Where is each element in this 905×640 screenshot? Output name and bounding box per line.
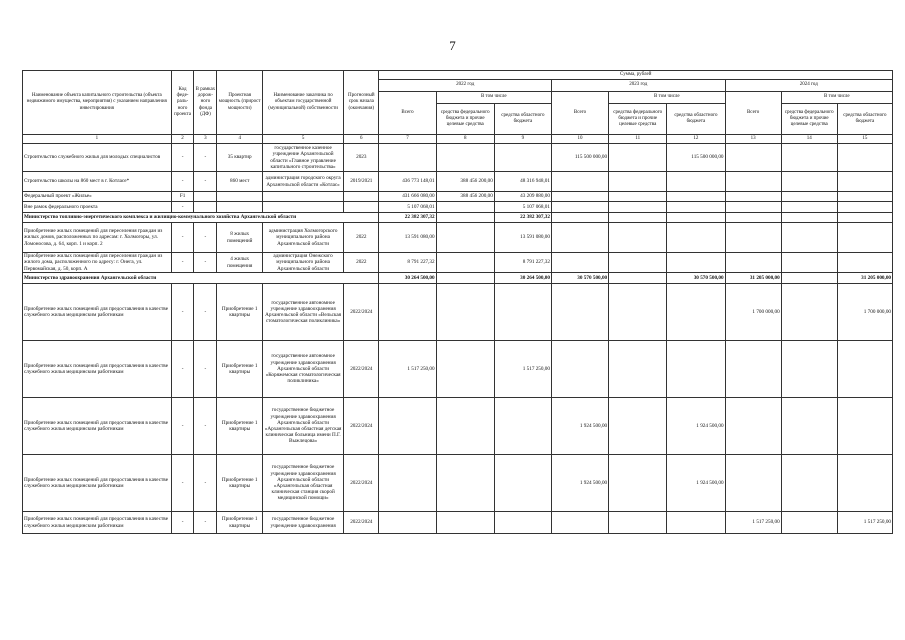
period: 2023 xyxy=(344,144,379,172)
amount-cell: 1 924 500,00 xyxy=(667,398,725,455)
amount-cell xyxy=(494,455,551,512)
column-number: 15 xyxy=(837,135,892,144)
header-capacity: Проектная мощность (прирост мощности) xyxy=(217,71,263,135)
amount-cell xyxy=(837,202,892,213)
amount-cell xyxy=(609,398,667,455)
road-fund: - xyxy=(194,341,217,398)
object-name: Приобретение жилых помещений для переселения граждан из жилого дома, расположенного по адресу: г. Онега, ул. Первомайская, д. 50, корп. А xyxy=(23,253,172,273)
project-code: - xyxy=(171,144,194,172)
header-including: В том числе xyxy=(436,92,551,104)
amount-cell: 1 517 250,00 xyxy=(379,341,436,398)
amount-cell xyxy=(609,223,667,253)
investment-table xyxy=(22,70,893,534)
column-number: 9 xyxy=(494,135,551,144)
header-total: Всего xyxy=(551,92,608,135)
amount-cell xyxy=(436,284,494,341)
column-number: 7 xyxy=(379,135,436,144)
object-name: Приобретение жилых помещений для предоставления в качестве служебного жилья медицинским работникам xyxy=(23,284,172,341)
table-row xyxy=(23,455,893,512)
header-code: Код феде-раль-ного проекта xyxy=(171,71,194,135)
amount-cell: 1 517 250,00 xyxy=(494,341,551,398)
period: 2022/2024 xyxy=(344,455,379,512)
amount-cell xyxy=(609,455,667,512)
header-name: Наименование объекта капитального строительства (объекта недвижимого имущества, мероприятия) с указанием направления инвестирования xyxy=(23,71,172,135)
project-code: - xyxy=(171,172,194,192)
amount-cell: 388 456 200,00 xyxy=(436,192,494,202)
project-code: - xyxy=(171,202,194,213)
amount-cell xyxy=(609,213,667,223)
capacity: Приобретение 1 квартиры xyxy=(217,455,263,512)
recipient: государственное бюджетное учреждение здравоохранения Архангельской области «Архангельская областная клиническая станция скорой медицинской помощи» xyxy=(263,455,344,512)
header-fed: средства федерального бюджета и прочие целевые средства xyxy=(609,104,667,135)
amount-cell: 1 924 500,00 xyxy=(551,398,608,455)
recipient: государственное бюджетное учреждение здравоохранения xyxy=(263,512,344,534)
amount-cell xyxy=(781,144,837,172)
amount-cell xyxy=(667,223,725,253)
amount-cell xyxy=(725,398,781,455)
object-name: Вне рамок федерального проекта xyxy=(23,202,172,213)
header-sum: Сумма, рублей xyxy=(379,71,893,80)
column-number: 8 xyxy=(436,135,494,144)
recipient: администрация Онежского муниципального района Архангельской области xyxy=(263,253,344,273)
amount-cell xyxy=(781,213,837,223)
recipient: администрация городского округа Архангельской области «Котлас» xyxy=(263,172,344,192)
road-fund xyxy=(194,192,217,202)
amount-cell xyxy=(436,223,494,253)
amount-cell xyxy=(667,172,725,192)
amount-cell xyxy=(551,172,608,192)
amount-cell: 5 107 068,01 xyxy=(494,202,551,213)
column-number: 10 xyxy=(551,135,608,144)
capacity: Приобретение 1 квартиры xyxy=(217,398,263,455)
amount-cell: 115 500 000,00 xyxy=(551,144,608,172)
table-row xyxy=(23,172,893,192)
amount-cell xyxy=(436,398,494,455)
header-total: Всего xyxy=(379,92,436,135)
period: 2022/2024 xyxy=(344,398,379,455)
amount-cell xyxy=(379,144,436,172)
header-dorfund: В рамках дорож-ного фонда (ДФ) xyxy=(194,71,217,135)
header-fed: средства федерального бюджета и прочие целевые средства xyxy=(436,104,494,135)
amount-cell xyxy=(551,341,608,398)
amount-cell xyxy=(725,455,781,512)
amount-cell: 388 456 200,00 xyxy=(436,172,494,192)
object-name: Приобретение жилых помещений для переселения граждан из жилых домов, расположенных по адресам: г. Холмогоры, ул. Ломоносова, д. 64, корп. 1 и корп. 2 xyxy=(23,223,172,253)
capacity: Приобретение 1 квартиры xyxy=(217,341,263,398)
amount-cell xyxy=(725,213,781,223)
table-header xyxy=(23,71,893,144)
object-name: Приобретение жилых помещений для предоставления в качестве служебного жилья медицинским работникам xyxy=(23,455,172,512)
amount-cell: 22 382 307,32 xyxy=(379,213,436,223)
amount-cell: 1 700 000,00 xyxy=(725,284,781,341)
period: 2022/2024 xyxy=(344,512,379,534)
amount-cell xyxy=(837,213,892,223)
column-number: 2 xyxy=(171,135,194,144)
amount-cell: 30 570 500,00 xyxy=(667,273,725,284)
section-row xyxy=(23,213,893,223)
amount-cell xyxy=(551,213,608,223)
period: 2022/2024 xyxy=(344,341,379,398)
amount-cell xyxy=(781,223,837,253)
recipient: государственное бюджетное учреждение здравоохранения Архангельской области «Архангельская областная детская клиническая больница имени П.Г. Выжлецова» xyxy=(263,398,344,455)
object-name: Приобретение жилых помещений для предоставления в качестве служебного жилья медицинским работникам xyxy=(23,398,172,455)
column-number: 14 xyxy=(781,135,837,144)
amount-cell xyxy=(436,253,494,273)
header-year-2022: 2022 год xyxy=(379,80,552,92)
period xyxy=(344,202,379,213)
object-name: Приобретение жилых помещений для предоставления в качестве служебного жилья медицинским работникам xyxy=(23,341,172,398)
amount-cell: 43 209 880,00 xyxy=(494,192,551,202)
amount-cell xyxy=(436,213,494,223)
road-fund: - xyxy=(194,144,217,172)
column-number-row xyxy=(23,135,893,144)
amount-cell xyxy=(609,172,667,192)
amount-cell xyxy=(436,341,494,398)
section-row xyxy=(23,273,893,284)
recipient: государственное автономное учреждение здравоохранения Архангельской области «Вельская стоматологическая поликлиника» xyxy=(263,284,344,341)
amount-cell: 1 700 000,00 xyxy=(837,284,892,341)
project-code: - xyxy=(171,398,194,455)
amount-cell: 1 517 250,00 xyxy=(837,512,892,534)
amount-cell xyxy=(667,341,725,398)
amount-cell xyxy=(837,253,892,273)
table-row xyxy=(23,202,893,213)
column-number: 13 xyxy=(725,135,781,144)
column-number: 11 xyxy=(609,135,667,144)
object-name: Строительство служебного жилья для молодых специалистов xyxy=(23,144,172,172)
amount-cell: 1 924 500,00 xyxy=(667,455,725,512)
amount-cell xyxy=(667,284,725,341)
amount-cell: 30 570 500,00 xyxy=(551,273,608,284)
amount-cell xyxy=(551,223,608,253)
amount-cell: 115 500 000,00 xyxy=(667,144,725,172)
amount-cell xyxy=(667,253,725,273)
recipient: администрация Холмогорского муниципального района Архангельской области xyxy=(263,223,344,253)
object-name: Приобретение жилых помещений для предоставления в качестве служебного жилья медицинским работникам xyxy=(23,512,172,534)
amount-cell xyxy=(609,284,667,341)
project-code: - xyxy=(171,341,194,398)
amount-cell xyxy=(551,512,608,534)
amount-cell xyxy=(837,144,892,172)
period xyxy=(344,192,379,202)
period: 2022 xyxy=(344,253,379,273)
amount-cell xyxy=(436,512,494,534)
capacity: 860 мест xyxy=(217,172,263,192)
header-reg: средства областного бюджета xyxy=(667,104,725,135)
amount-cell xyxy=(781,253,837,273)
amount-cell xyxy=(436,455,494,512)
road-fund: - xyxy=(194,512,217,534)
amount-cell xyxy=(609,144,667,172)
header-year-2023: 2023 год xyxy=(551,80,725,92)
amount-cell: 8 791 227,32 xyxy=(494,253,551,273)
amount-cell xyxy=(494,144,551,172)
amount-cell: 436 773 148,01 xyxy=(379,172,436,192)
amount-cell xyxy=(781,512,837,534)
amount-cell xyxy=(551,284,608,341)
recipient: государственное казенное учреждение Архангельской области «Главное управление капитального строительства» xyxy=(263,144,344,172)
amount-cell xyxy=(781,455,837,512)
amount-cell xyxy=(436,202,494,213)
table-row xyxy=(23,192,893,202)
amount-cell xyxy=(494,284,551,341)
period: 2022 xyxy=(344,223,379,253)
amount-cell xyxy=(551,192,608,202)
page-number: 7 xyxy=(449,38,456,53)
road-fund: - xyxy=(194,253,217,273)
section-title: Министерство здравоохранения Архангельской области xyxy=(23,273,379,284)
header-recipient: Наименование заказчика по объектам государственной (муниципальной) собственности xyxy=(263,71,344,135)
header-including: В том числе xyxy=(609,92,725,104)
amount-cell xyxy=(667,202,725,213)
table-row xyxy=(23,284,893,341)
amount-cell xyxy=(781,172,837,192)
amount-cell xyxy=(494,512,551,534)
project-code: F1 xyxy=(171,192,194,202)
road-fund: - xyxy=(194,455,217,512)
amount-cell: 31 205 000,00 xyxy=(837,273,892,284)
recipient xyxy=(263,202,344,213)
header-total: Всего xyxy=(725,92,781,135)
amount-cell: 8 791 227,32 xyxy=(379,253,436,273)
amount-cell: 431 666 080,00 xyxy=(379,192,436,202)
header-including: В том числе xyxy=(781,92,892,104)
recipient xyxy=(263,192,344,202)
period: 2019/2021 xyxy=(344,172,379,192)
amount-cell xyxy=(837,192,892,202)
header-year-2024: 2024 год xyxy=(725,80,892,92)
header-reg: средства областного бюджета xyxy=(837,104,892,135)
amount-cell xyxy=(609,512,667,534)
road-fund: - xyxy=(194,284,217,341)
amount-cell xyxy=(781,192,837,202)
amount-cell xyxy=(725,341,781,398)
amount-cell xyxy=(725,172,781,192)
section-title: Министерство топливно-энергетического комплекса и жилищно-коммунального хозяйства Архангельской области xyxy=(23,213,379,223)
amount-cell: 31 205 000,00 xyxy=(725,273,781,284)
table-row xyxy=(23,223,893,253)
amount-cell xyxy=(379,398,436,455)
period: 2022/2024 xyxy=(344,284,379,341)
column-number: 6 xyxy=(344,135,379,144)
capacity: Приобретение 1 квартиры xyxy=(217,512,263,534)
header-fed: средства федерального бюджета и прочие целевые средства xyxy=(781,104,837,135)
amount-cell: 1 924 500,00 xyxy=(551,455,608,512)
project-code: - xyxy=(171,284,194,341)
column-number: 12 xyxy=(667,135,725,144)
amount-cell: 5 107 068,01 xyxy=(379,202,436,213)
project-code: - xyxy=(171,253,194,273)
project-code: - xyxy=(171,223,194,253)
amount-cell xyxy=(781,202,837,213)
amount-cell xyxy=(609,253,667,273)
amount-cell xyxy=(379,512,436,534)
capacity: 35 квартир xyxy=(217,144,263,172)
road-fund xyxy=(194,202,217,213)
table-row xyxy=(23,144,893,172)
table-row xyxy=(23,253,893,273)
amount-cell xyxy=(837,341,892,398)
amount-cell: 13 591 080,00 xyxy=(494,223,551,253)
amount-cell xyxy=(781,284,837,341)
table-row xyxy=(23,512,893,534)
amount-cell xyxy=(551,202,608,213)
amount-cell xyxy=(551,253,608,273)
amount-cell: 30 264 500,00 xyxy=(494,273,551,284)
amount-cell: 1 517 250,00 xyxy=(725,512,781,534)
amount-cell xyxy=(725,223,781,253)
table-body xyxy=(23,144,893,534)
amount-cell xyxy=(725,202,781,213)
road-fund: - xyxy=(194,172,217,192)
amount-cell: 22 382 307,32 xyxy=(494,213,551,223)
column-number: 1 xyxy=(23,135,172,144)
capacity: Приобретение 1 квартиры xyxy=(217,284,263,341)
header-period: Прогнозный срок начала (окончания) xyxy=(344,71,379,135)
project-code: - xyxy=(171,512,194,534)
object-name: Федеральный проект «Жилье» xyxy=(23,192,172,202)
header-reg: средства областного бюджета xyxy=(494,104,551,135)
amount-cell xyxy=(781,341,837,398)
amount-cell xyxy=(725,144,781,172)
table-row xyxy=(23,341,893,398)
column-number: 4 xyxy=(217,135,263,144)
amount-cell: 48 316 948,01 xyxy=(494,172,551,192)
capacity: 4 жилых помещения xyxy=(217,253,263,273)
amount-cell xyxy=(837,172,892,192)
amount-cell xyxy=(609,192,667,202)
object-name: Строительство школы на 860 мест в г. Котласе* xyxy=(23,172,172,192)
amount-cell xyxy=(667,192,725,202)
project-code: - xyxy=(171,455,194,512)
capacity xyxy=(217,192,263,202)
capacity: 8 жилых помещений xyxy=(217,223,263,253)
column-number: 5 xyxy=(263,135,344,144)
amount-cell xyxy=(725,253,781,273)
amount-cell xyxy=(837,398,892,455)
amount-cell xyxy=(494,398,551,455)
amount-cell xyxy=(436,273,494,284)
column-number: 3 xyxy=(194,135,217,144)
amount-cell xyxy=(379,284,436,341)
amount-cell xyxy=(781,273,837,284)
road-fund: - xyxy=(194,398,217,455)
amount-cell: 13 591 080,00 xyxy=(379,223,436,253)
amount-cell xyxy=(379,455,436,512)
amount-cell: 30 264 500,00 xyxy=(379,273,436,284)
recipient: государственное автономное учреждение здравоохранения Архангельской области «Коряжемская стоматологическая поликлиника» xyxy=(263,341,344,398)
amount-cell xyxy=(667,213,725,223)
amount-cell xyxy=(781,398,837,455)
road-fund: - xyxy=(194,223,217,253)
table-row xyxy=(23,398,893,455)
amount-cell xyxy=(837,223,892,253)
amount-cell xyxy=(609,273,667,284)
amount-cell xyxy=(609,202,667,213)
capacity xyxy=(217,202,263,213)
amount-cell xyxy=(609,341,667,398)
amount-cell xyxy=(436,144,494,172)
amount-cell xyxy=(667,512,725,534)
amount-cell xyxy=(725,192,781,202)
amount-cell xyxy=(837,455,892,512)
